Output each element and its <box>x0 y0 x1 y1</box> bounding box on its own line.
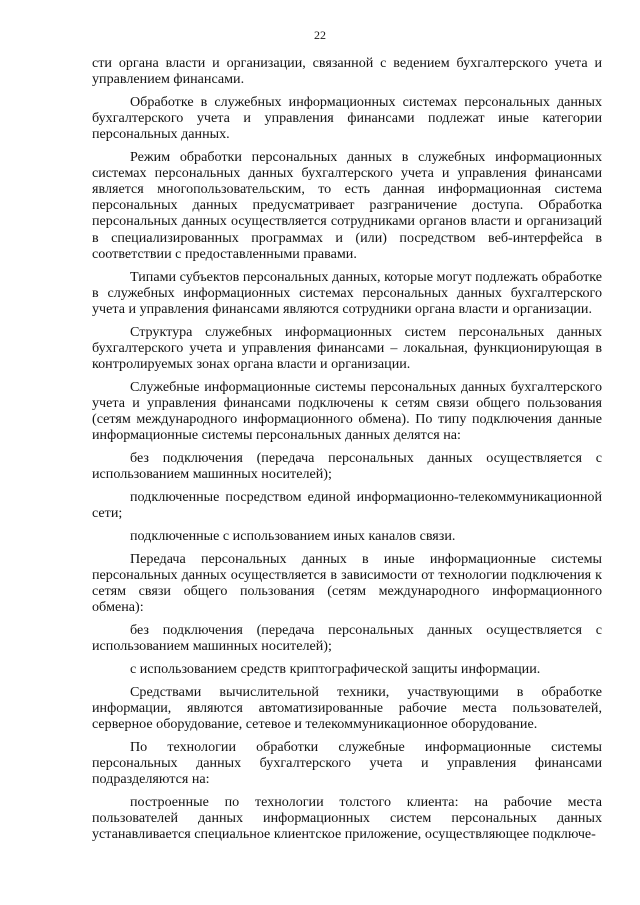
list-item: без подключения (передача персональных данных осуществляется с использованием машинных носителей); <box>92 621 602 654</box>
paragraph: Служебные информационные системы персональных данных бухгалтерского учета и управления финансами подключены к сетям связи общего пользования (сетям международного информационного обмена). По типу подключения данные информационные системы персональных данных делятся на: <box>92 378 602 443</box>
paragraph: Структура служебных информационных систем персональных данных бухгалтерского учета и управления финансами – локальная, функционирующая в контролируемых зонах органа власти и организации. <box>92 323 602 372</box>
paragraph: По технологии обработки служебные информационные системы персональных данных бухгалтерского учета и управления финансами подразделяются на: <box>92 738 602 788</box>
list-item: построенные по технологии толстого клиента: на рабочие места пользователей данных информационных систем персональных данных устанавливается специальное клиентское приложение, осуществляющее подключе- <box>92 793 602 843</box>
list-item: подключенные посредством единой информационно-телекоммуникационной сети; <box>92 488 602 521</box>
paragraph: Режим обработки персональных данных в служебных информационных системах персональных данных бухгалтерского учета и управления финансами является многопользовательским, то есть данная информационная система персональных данных предусматривает разграничение доступа. Обработка персональных данных осуществляется сотрудниками органов власти и организаций в специализированных программах и (или) посредством веб-интерфейса в соответствии с предоставленными правами. <box>92 149 602 262</box>
paragraph: Средствами вычислительной техники, участвующими в обработке информации, являются автоматизированные рабочие места пользователей, серверное оборудование, сетевое и телекоммуникационное оборудование. <box>92 683 602 732</box>
page-number: 22 <box>314 28 326 42</box>
paragraph: Типами субъектов персональных данных, которые могут подлежать обработке в служебных информационных системах персональных данных бухгалтерского учета и управления финансами являются сотрудники органа власти и организации. <box>92 268 602 317</box>
paragraph: Обработке в служебных информационных системах персональных данных бухгалтерского учета и управления финансами подлежат иные категории персональных данных. <box>92 93 602 143</box>
list-item: с использованием средств криптографической защиты информации. <box>130 660 541 677</box>
list-item: без подключения (передача персональных данных осуществляется с использованием машинных носителей); <box>92 449 602 482</box>
list-item: подключенные с использованием иных каналов связи. <box>130 527 456 544</box>
paragraph: Передача персональных данных в иные информационные системы персональных данных осуществляется в зависимости от технологии подключения к сетям связи общего пользования (сетям международного информационного обмена): <box>92 550 602 615</box>
paragraph-continuation: сти органа власти и организации, связанной с ведением бухгалтерского учета и управлением финансами. <box>92 55 602 88</box>
document-body <box>92 55 602 842</box>
